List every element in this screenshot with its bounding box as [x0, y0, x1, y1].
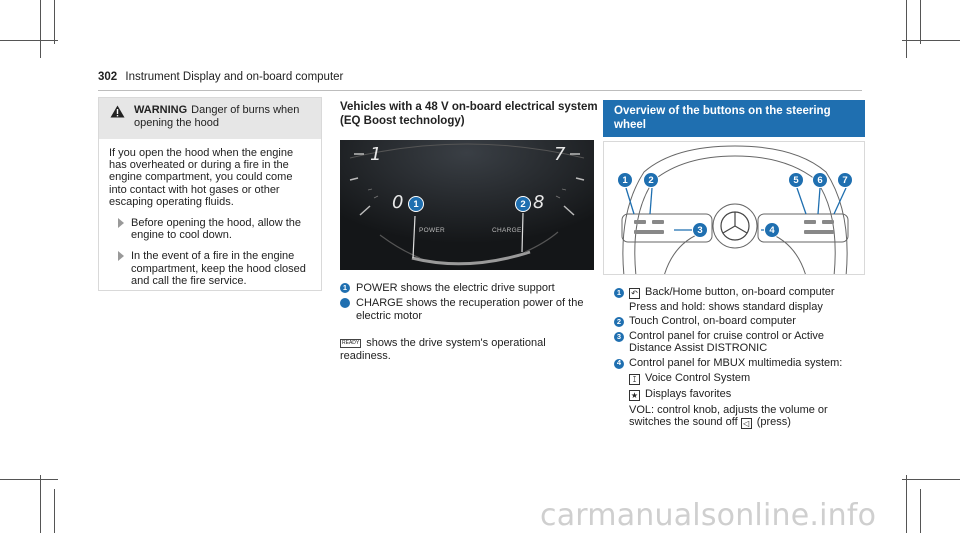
page-number: 302 [98, 71, 118, 83]
legend-text: CHARGE shows the recuperation power of the electric motor [356, 297, 584, 322]
legend-item [340, 282, 594, 295]
warning-header [99, 98, 321, 139]
number-badge: 1 [614, 288, 624, 298]
button-list [614, 286, 866, 429]
crop-mark [906, 0, 907, 58]
warning-body [99, 139, 321, 295]
press-text: (press) [756, 416, 791, 429]
crop-mark [920, 489, 921, 533]
crop-mark [40, 0, 41, 58]
callout-marker: 2 [643, 172, 659, 188]
page-header-title: Instrument Display and on-board computer [125, 71, 344, 83]
callout-marker: 7 [837, 172, 853, 188]
section-title: Vehicles with a 48 V on-board electrical system (EQ Boost technology) [340, 101, 598, 127]
bullet-text: Before opening the hood, allow the engine to cool down. [131, 217, 302, 242]
charge-label: CHARGE [492, 227, 522, 234]
number-badge: 3 [614, 332, 624, 342]
item-text: Back/Home button, on-board computer [645, 286, 835, 298]
gauge-number: 7 [554, 144, 566, 165]
item-subtext: Press and hold: shows standard display [629, 301, 823, 313]
warning-triangle-icon [110, 105, 125, 118]
number-badge: 1 [340, 283, 350, 293]
page-header [98, 71, 343, 83]
arrow-right-icon [118, 251, 124, 261]
back-icon: ↶ [629, 288, 640, 299]
list-item [614, 315, 866, 327]
gauge-number: 1 [370, 144, 382, 165]
callout-marker: 1 [617, 172, 633, 188]
star-icon: ★ [630, 391, 639, 401]
ready-indicator-icon: READY [342, 340, 360, 346]
gauge-number: 0 [392, 192, 404, 213]
vol-text: VOL: control knob, adjusts the volume or switches the sound off ◁ (press) [629, 404, 828, 429]
sub-item-text: Voice Control System [645, 372, 751, 385]
warning-bullet [109, 250, 311, 287]
warning-label: WARNING [134, 104, 188, 116]
header-divider [98, 90, 862, 91]
number-badge: 4 [614, 359, 624, 369]
warning-text: If you open the hood when the engine has overheated or during a fire in the engine compartment, you could come into contact with hot gases or other escaping operating fluids. [109, 147, 294, 208]
bullet-text: In the event of a fire in the engine compartment, keep the hood closed and call the fire service. [131, 250, 306, 287]
callout-marker: 2 [515, 196, 531, 212]
callout-marker: 6 [812, 172, 828, 188]
warning-title: Danger of burns when opening the hood [134, 104, 300, 129]
ready-text: shows the drive system's operational readiness. [340, 337, 546, 362]
crop-mark [902, 40, 960, 41]
crop-mark [920, 0, 921, 44]
sub-item-text: Displays favorites [645, 388, 732, 401]
callout-marker: 4 [764, 222, 780, 238]
legend-text: POWER shows the electric drive support [356, 282, 555, 294]
crop-mark [0, 40, 58, 41]
crop-mark [40, 475, 41, 533]
warning-box [98, 97, 322, 291]
ready-note [340, 337, 594, 362]
crop-mark [54, 489, 55, 533]
voice-icon: ꕯ [629, 374, 640, 385]
callout-marker: 1 [408, 196, 424, 212]
steering-wheel-graphic [604, 142, 865, 275]
crop-mark [906, 475, 907, 533]
crop-mark [902, 479, 960, 480]
warning-bullet [109, 217, 311, 241]
list-item [614, 286, 866, 313]
legend-item [329, 297, 594, 322]
arrow-right-icon [118, 218, 124, 228]
crop-mark [0, 479, 58, 480]
gauge-number: 8 [533, 192, 545, 213]
number-badge: 2 [614, 317, 624, 327]
number-badge: 2 [340, 298, 350, 308]
item-text: Control panel for MBUX multimedia system: [629, 356, 843, 369]
crop-mark [54, 0, 55, 44]
watermark: carmanualsonline.info [540, 498, 877, 533]
callout-marker: 3 [692, 222, 708, 238]
mute-icon: ◁ [741, 418, 752, 429]
sub-item [629, 388, 866, 401]
item-text: Touch Control, on-board computer [629, 315, 796, 328]
callout-marker: 5 [788, 172, 804, 188]
steering-wheel-image [603, 141, 865, 275]
instrument-cluster-image [340, 140, 594, 270]
power-label: POWER [419, 227, 446, 234]
list-item [614, 357, 866, 430]
section-title: Overview of the buttons on the steering wheel [603, 100, 865, 137]
item-text: Control panel for cruise control or Active Distance Assist DISTRONIC [629, 329, 825, 355]
list-item [614, 330, 866, 355]
sub-item [629, 372, 866, 385]
